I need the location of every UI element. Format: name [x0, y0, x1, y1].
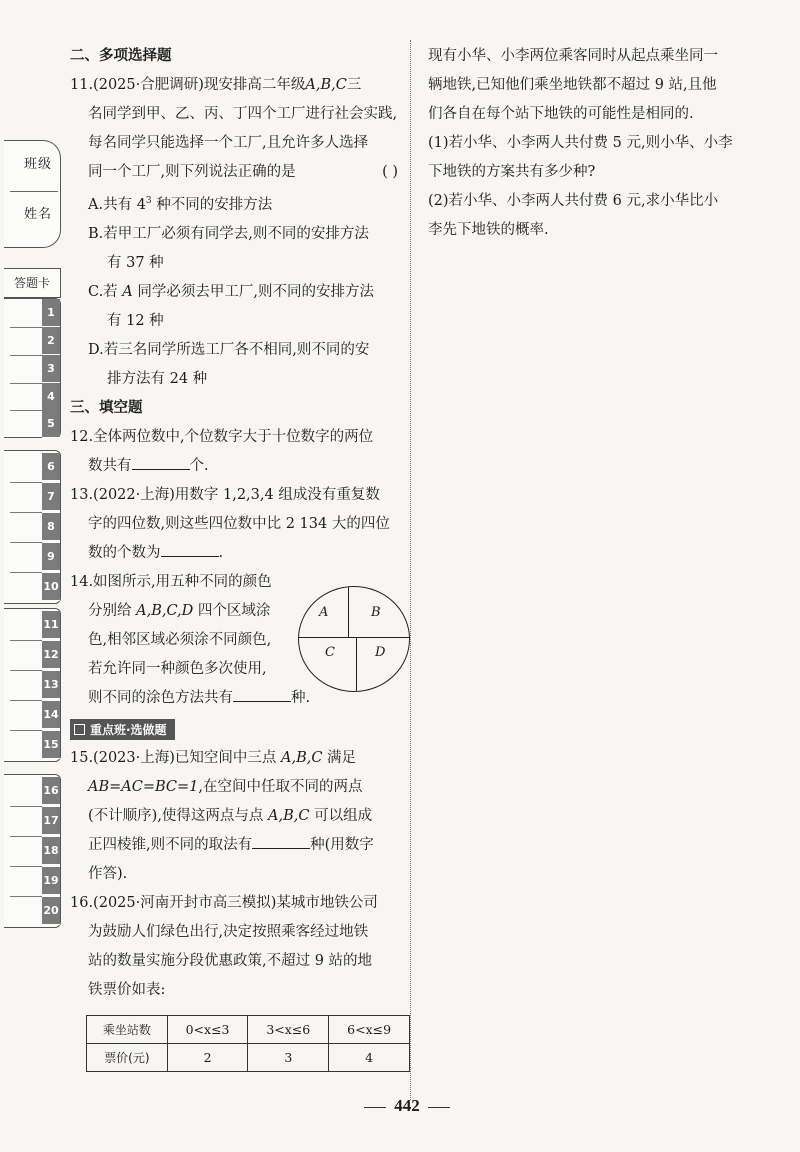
- option-a: [70, 187, 410, 220]
- answer-number: 1: [42, 299, 60, 327]
- q16-continued-line: 们各自在每个站下地铁的可能性是相同的.: [428, 106, 694, 122]
- q14-text: 则不同的涂色方法共有: [88, 689, 233, 706]
- answer-blank[interactable]: [132, 455, 190, 470]
- table-cell: 2: [167, 1043, 248, 1071]
- elective-tag: [70, 719, 175, 740]
- option-c-text: 同学必须去甲工厂,则不同的安排方法: [132, 283, 374, 300]
- q16-line: 站的数量实施分段优惠政策,不超过 9 站的地: [88, 952, 373, 969]
- q15-text: 15.(2023·上海)已知空间中三点: [70, 749, 281, 766]
- table-header-cell: 6<x≤9: [329, 1015, 410, 1043]
- q16-continued-line: 现有小华、小李两位乘客同时从起点乘坐同一: [428, 48, 718, 64]
- class-line: [10, 191, 58, 192]
- q15-text: (不计顺序),使得这两点与点: [88, 807, 269, 824]
- answer-number: 17: [42, 807, 60, 835]
- left-column: [70, 42, 410, 1072]
- answer-number: 5: [42, 410, 60, 438]
- table-header-cell: 乘坐站数: [87, 1015, 168, 1043]
- q14-vars: A,B,C,D: [136, 602, 194, 619]
- q12-line: [70, 452, 410, 481]
- answer-card-header: 答题卡: [4, 268, 61, 298]
- answer-blank[interactable]: [161, 542, 219, 557]
- answer-line: [10, 410, 42, 411]
- region-label-c: C: [325, 644, 335, 660]
- elective-tag-label: 重点班·选做题: [90, 722, 167, 737]
- q15-text: 正四棱锥,则不同的取法有: [88, 836, 253, 853]
- answer-line: [10, 700, 42, 701]
- q14-line: 14.如图所示,用五种不同的颜色: [70, 573, 272, 590]
- question-15: [70, 744, 410, 889]
- q16-part2-cont: 李先下地铁的概率.: [428, 222, 549, 238]
- answer-line: [10, 896, 42, 897]
- answer-group-2: [4, 450, 61, 604]
- q13-text: 数的个数为: [88, 544, 161, 561]
- answer-line: [10, 482, 42, 483]
- region-circle-diagram: [298, 586, 410, 692]
- answer-line: [10, 383, 42, 384]
- q15-text: 种(用数字: [310, 836, 374, 853]
- option-b-cont: 有 37 种: [107, 254, 164, 271]
- region-label-d: D: [375, 644, 386, 660]
- answer-line: [10, 327, 42, 328]
- option-c: [70, 278, 410, 307]
- q16-line: 为鼓励人们绿色出行,决定按照乘客经过地铁: [88, 923, 369, 940]
- q11-text: 三: [346, 77, 362, 93]
- question-13: [70, 481, 410, 568]
- answer-line: [10, 542, 42, 543]
- option-c-text: C.若: [88, 283, 123, 300]
- question-12: [70, 423, 410, 481]
- answer-line: [10, 836, 42, 837]
- q13-line: 字的四位数,则这些四位数中比 2 134 大的四位: [88, 515, 390, 532]
- answer-blank[interactable]: [252, 834, 310, 849]
- q16-part2: (2)若小华、小李两人共付费 6 元,求小华比小: [428, 193, 719, 209]
- answer-line: [10, 806, 42, 807]
- q11-stem-line: [70, 71, 410, 100]
- answer-number: 2: [42, 327, 60, 355]
- answer-line: [10, 670, 42, 671]
- answer-line: [10, 572, 42, 573]
- option-a-text: 种不同的安排方法: [151, 196, 273, 213]
- answer-number: 7: [42, 483, 60, 511]
- option-d-cont: 排方法有 24 种: [107, 370, 208, 387]
- section-title-multiple-choice: 二、多项选择题: [70, 48, 172, 64]
- answer-number: 19: [42, 867, 60, 895]
- section-title-fill-blank: 三、填空题: [70, 399, 143, 416]
- answer-blank[interactable]: [233, 687, 291, 702]
- q11-stem-line: 每名同学只能选择一个工厂,且允许多人选择: [88, 135, 369, 151]
- answer-line: [10, 640, 42, 641]
- q11-text: 同一个工厂,则下列说法正确的是: [88, 164, 296, 180]
- option-b: B.若甲工厂必须有同学去,则不同的安排方法: [88, 225, 369, 242]
- q14-text: 分别给: [88, 602, 137, 619]
- q12-line: 12.全体两位数中,个位数字大于十位数字的两位: [70, 428, 374, 445]
- option-a-text: A.共有 4: [88, 196, 146, 213]
- answer-number: 13: [42, 671, 60, 699]
- q15-vars: A,B,C: [268, 807, 310, 824]
- option-a-exponent: 3: [145, 196, 152, 206]
- question-11: [70, 71, 410, 394]
- q15-equation: AB=AC=BC=1: [88, 778, 199, 795]
- class-label: 班级: [24, 157, 53, 172]
- q15-line: [70, 831, 410, 860]
- page-number: [352, 1096, 462, 1116]
- q15-line: [70, 773, 410, 802]
- answer-group-4: [4, 774, 61, 928]
- q16-continued-line: 辆地铁,已知他们乘坐地铁都不超过 9 站,且他: [428, 77, 717, 93]
- q16-part1-cont: 下地铁的方案共有多少种?: [428, 164, 596, 180]
- answer-number: 20: [42, 897, 60, 925]
- q15-text: 可以组成: [309, 807, 373, 824]
- table-cell: 票价(元): [87, 1043, 168, 1071]
- square-icon: [74, 724, 85, 735]
- q14-text: 种.: [291, 689, 311, 706]
- q12-text: 个.: [189, 457, 209, 474]
- q14-line: 色,相邻区域必须涂不同颜色,: [88, 631, 272, 648]
- q15-text: ,在空间中任取不同的两点: [198, 778, 363, 795]
- student-info-box: [4, 140, 61, 248]
- q11-stem-line: [70, 158, 410, 187]
- q16-line: 铁票价如表:: [88, 981, 166, 998]
- q11-stem-line: 名同学到甲、乙、丙、丁四个工厂进行社会实践,: [88, 106, 398, 122]
- q11-vars: A,B,C: [305, 77, 347, 93]
- q11-text: 11.(2025·合肥调研)现安排高二年级: [70, 77, 306, 93]
- region-label-b: B: [371, 604, 381, 620]
- q16-line: 16.(2025·河南开封市高三模拟)某城市地铁公司: [70, 894, 378, 911]
- table-header-cell: 0<x≤3: [167, 1015, 248, 1043]
- answer-line: [10, 512, 42, 513]
- q16-part1: (1)若小华、小李两人共付费 5 元,则小华、小李: [428, 135, 733, 151]
- answer-number: 12: [42, 641, 60, 669]
- question-16: [70, 889, 410, 1072]
- table-cell: 4: [329, 1043, 410, 1071]
- q13-line: [70, 539, 410, 568]
- q13-line: 13.(2022·上海)用数字 1,2,3,4 组成没有重复数: [70, 486, 380, 503]
- answer-line: [10, 730, 42, 731]
- answer-number: 18: [42, 837, 60, 865]
- q15-text: 满足: [322, 749, 357, 766]
- table-cell: 3: [248, 1043, 329, 1071]
- fare-table: [86, 1015, 410, 1072]
- answer-line: [10, 866, 42, 867]
- option-c-cont: 有 12 种: [107, 312, 164, 329]
- answer-number: 11: [42, 611, 60, 639]
- answer-number: 8: [42, 513, 60, 541]
- q14-line: 若允许同一种颜色多次使用,: [88, 660, 267, 677]
- q14-text: 四个区域涂: [193, 602, 271, 619]
- name-label: 姓名: [24, 207, 53, 222]
- q12-text: 数共有: [88, 457, 132, 474]
- diagram-line: [299, 637, 409, 638]
- answer-number: 3: [42, 355, 60, 383]
- answer-number: 14: [42, 701, 60, 729]
- answer-number: 6: [42, 453, 60, 481]
- region-label-a: A: [319, 604, 329, 620]
- page-number-dash: [364, 1107, 386, 1108]
- table-row: [87, 1043, 410, 1071]
- answer-number: 4: [42, 383, 60, 411]
- page-number-dash: [428, 1107, 450, 1108]
- answer-parentheses: ( ): [382, 164, 398, 180]
- answer-number: 16: [42, 777, 60, 805]
- answer-number: 10: [42, 573, 60, 601]
- q13-text: .: [218, 544, 224, 561]
- table-row: [87, 1015, 410, 1043]
- answer-line: [10, 355, 42, 356]
- q15-vars: A,B,C: [281, 749, 323, 766]
- q15-line: 作答).: [88, 865, 128, 882]
- option-d: D.若三名同学所选工厂各不相同,则不同的安: [88, 341, 370, 358]
- q15-line: [70, 744, 410, 773]
- option-c-var: A: [122, 283, 133, 300]
- answer-group-3: [4, 608, 61, 762]
- diagram-line: [348, 587, 349, 638]
- diagram-line: [356, 638, 357, 691]
- q15-line: [70, 802, 410, 831]
- q14-line: [70, 597, 280, 626]
- question-14: [70, 568, 410, 713]
- answer-number: 15: [42, 731, 60, 759]
- column-divider: [410, 40, 411, 1100]
- answer-number: 9: [42, 543, 60, 571]
- table-header-cell: 3<x≤6: [248, 1015, 329, 1043]
- answer-group-1: [4, 298, 61, 438]
- page-number-text: 442: [394, 1096, 420, 1115]
- right-column: [428, 42, 768, 245]
